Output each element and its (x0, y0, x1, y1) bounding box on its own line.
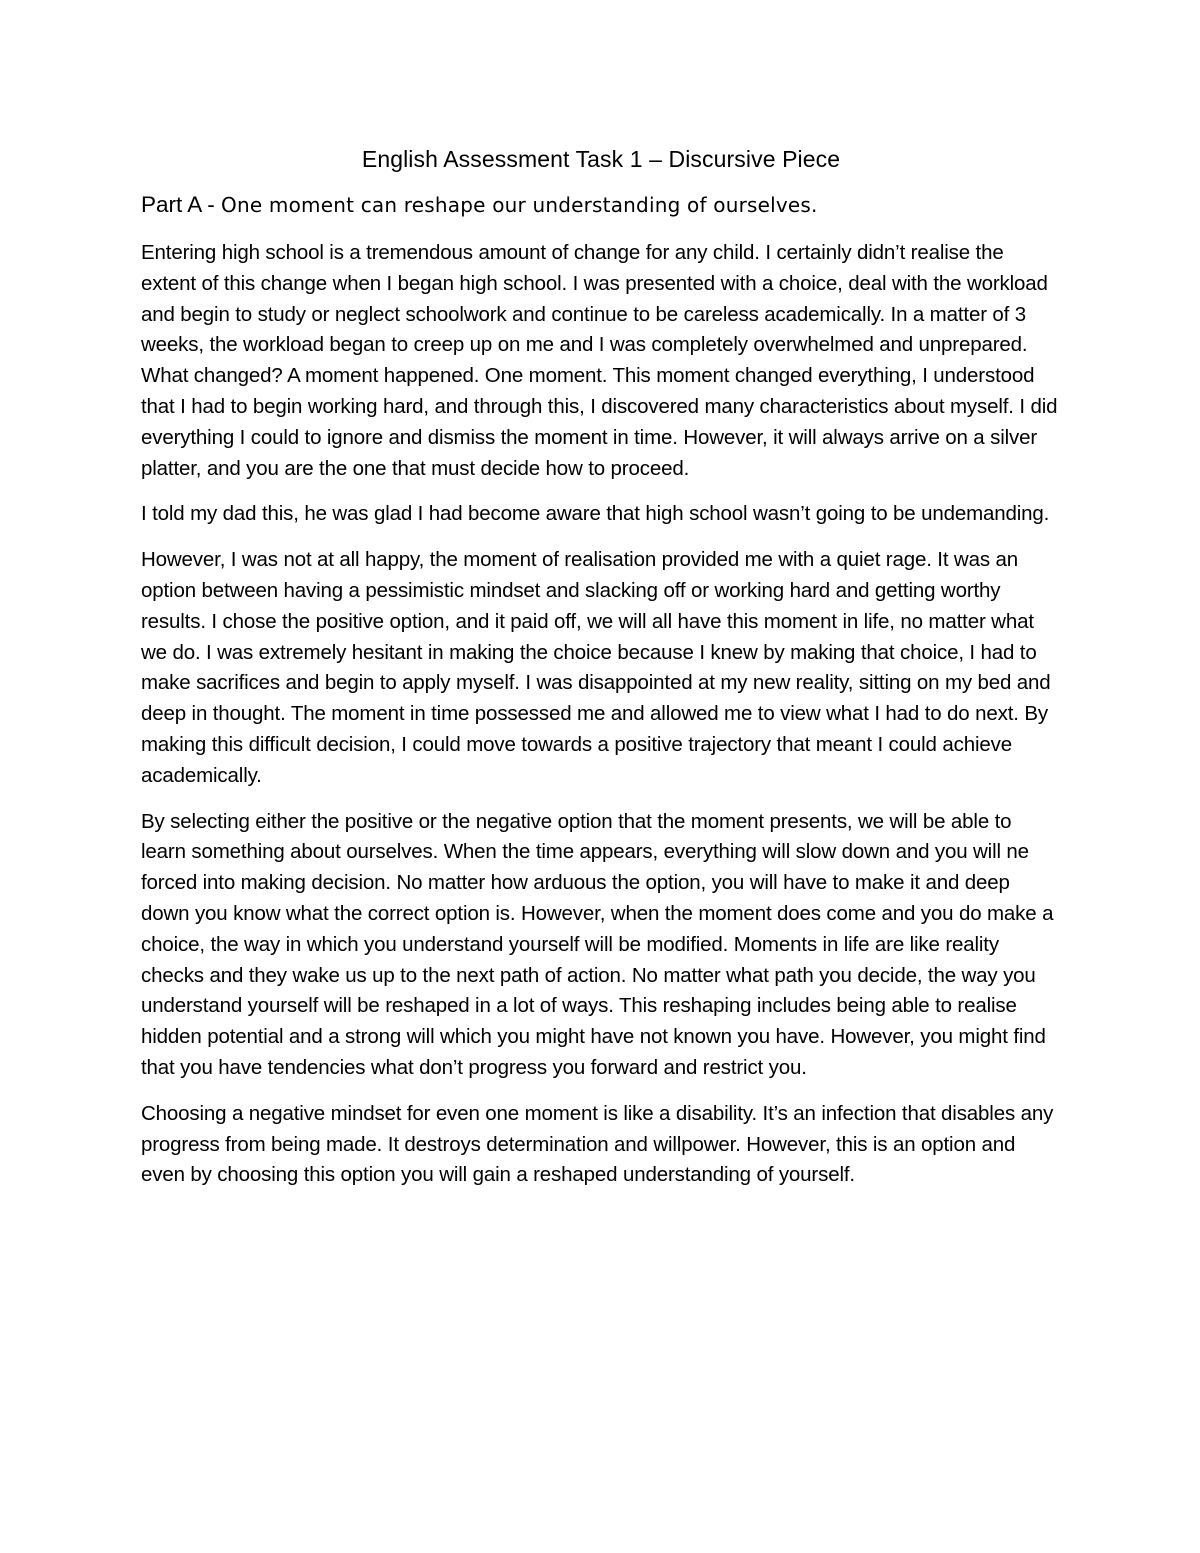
paragraph-2: I told my dad this, he was glad I had become aware that high school wasn’t going to be undemanding. (141, 502, 1050, 526)
part-label: Part A (141, 192, 202, 217)
paragraph-1: Entering high school is a tremendous amount of change for any child. I certainly didn’t realise the extent of this change when I began high school. I was presented with a choice, deal with the workload and begin to study or neglect schoolwork and continue to be careless academically. In a matter of 3 weeks, the workload began to creep up on me and I was completely overwhelmed and unprepared. What changed? A moment happened. One moment. This moment changed everything, I understood that I had to begin working hard, and through this, I discovered many characteristics about myself. I did everything I could to ignore and dismiss the moment in time. However, it will always arrive on a silver platter, and you are the one that must decide how to proceed. (141, 241, 1058, 480)
part-heading (141, 190, 1061, 220)
paragraph-3: However, I was not at all happy, the moment of realisation provided me with a quiet rage. It was an option between having a pessimistic mindset and slacking off or working hard and getting worthy results. I chose the positive option, and it paid off, we will all have this moment in life, no matter what we do. I was extremely hesitant in making the choice because I knew by making that choice, I had to make sacrifices and begin to apply myself. I was disappointed at my new reality, sitting on my bed and deep in thought. The moment in time possessed me and allowed me to view what I had to do next. By making this difficult decision, I could move towards a positive trajectory that meant I could achieve academically. (141, 548, 1051, 787)
document-title: English Assessment Task 1 – Discursive Piece (361, 146, 841, 172)
document-body (141, 140, 1061, 1206)
paragraph-5: Choosing a negative mindset for even one moment is like a disability. It’s an infection that disables any progress from being made. It destroys determination and willpower. However, this is an option and even by choosing this option you will gain a reshaped understanding of yourself. (141, 1101, 1054, 1187)
paragraph-4: By selecting either the positive or the negative option that the moment presents, we will be able to learn something about ourselves. When the time appears, everything will slow down and you will ne forced into making decision. No matter how arduous the option, you will have to make it and deep down you know what the correct option is. However, when the moment does come and you do make a choice, the way in which you understand yourself will be modified. Moments in life are like reality checks and they wake us up to the next path of action. No matter what path you decide, the way you understand yourself will be reshaped in a lot of ways. This reshaping includes being able to realise hidden potential and a strong will which you might have not known you have. However, you might find that you have tendencies what don’t progress you forward and restrict you. (141, 809, 1054, 1079)
part-separator: - (201, 192, 222, 217)
part-prompt: One moment can reshape our understanding of ourselves. (221, 193, 818, 217)
